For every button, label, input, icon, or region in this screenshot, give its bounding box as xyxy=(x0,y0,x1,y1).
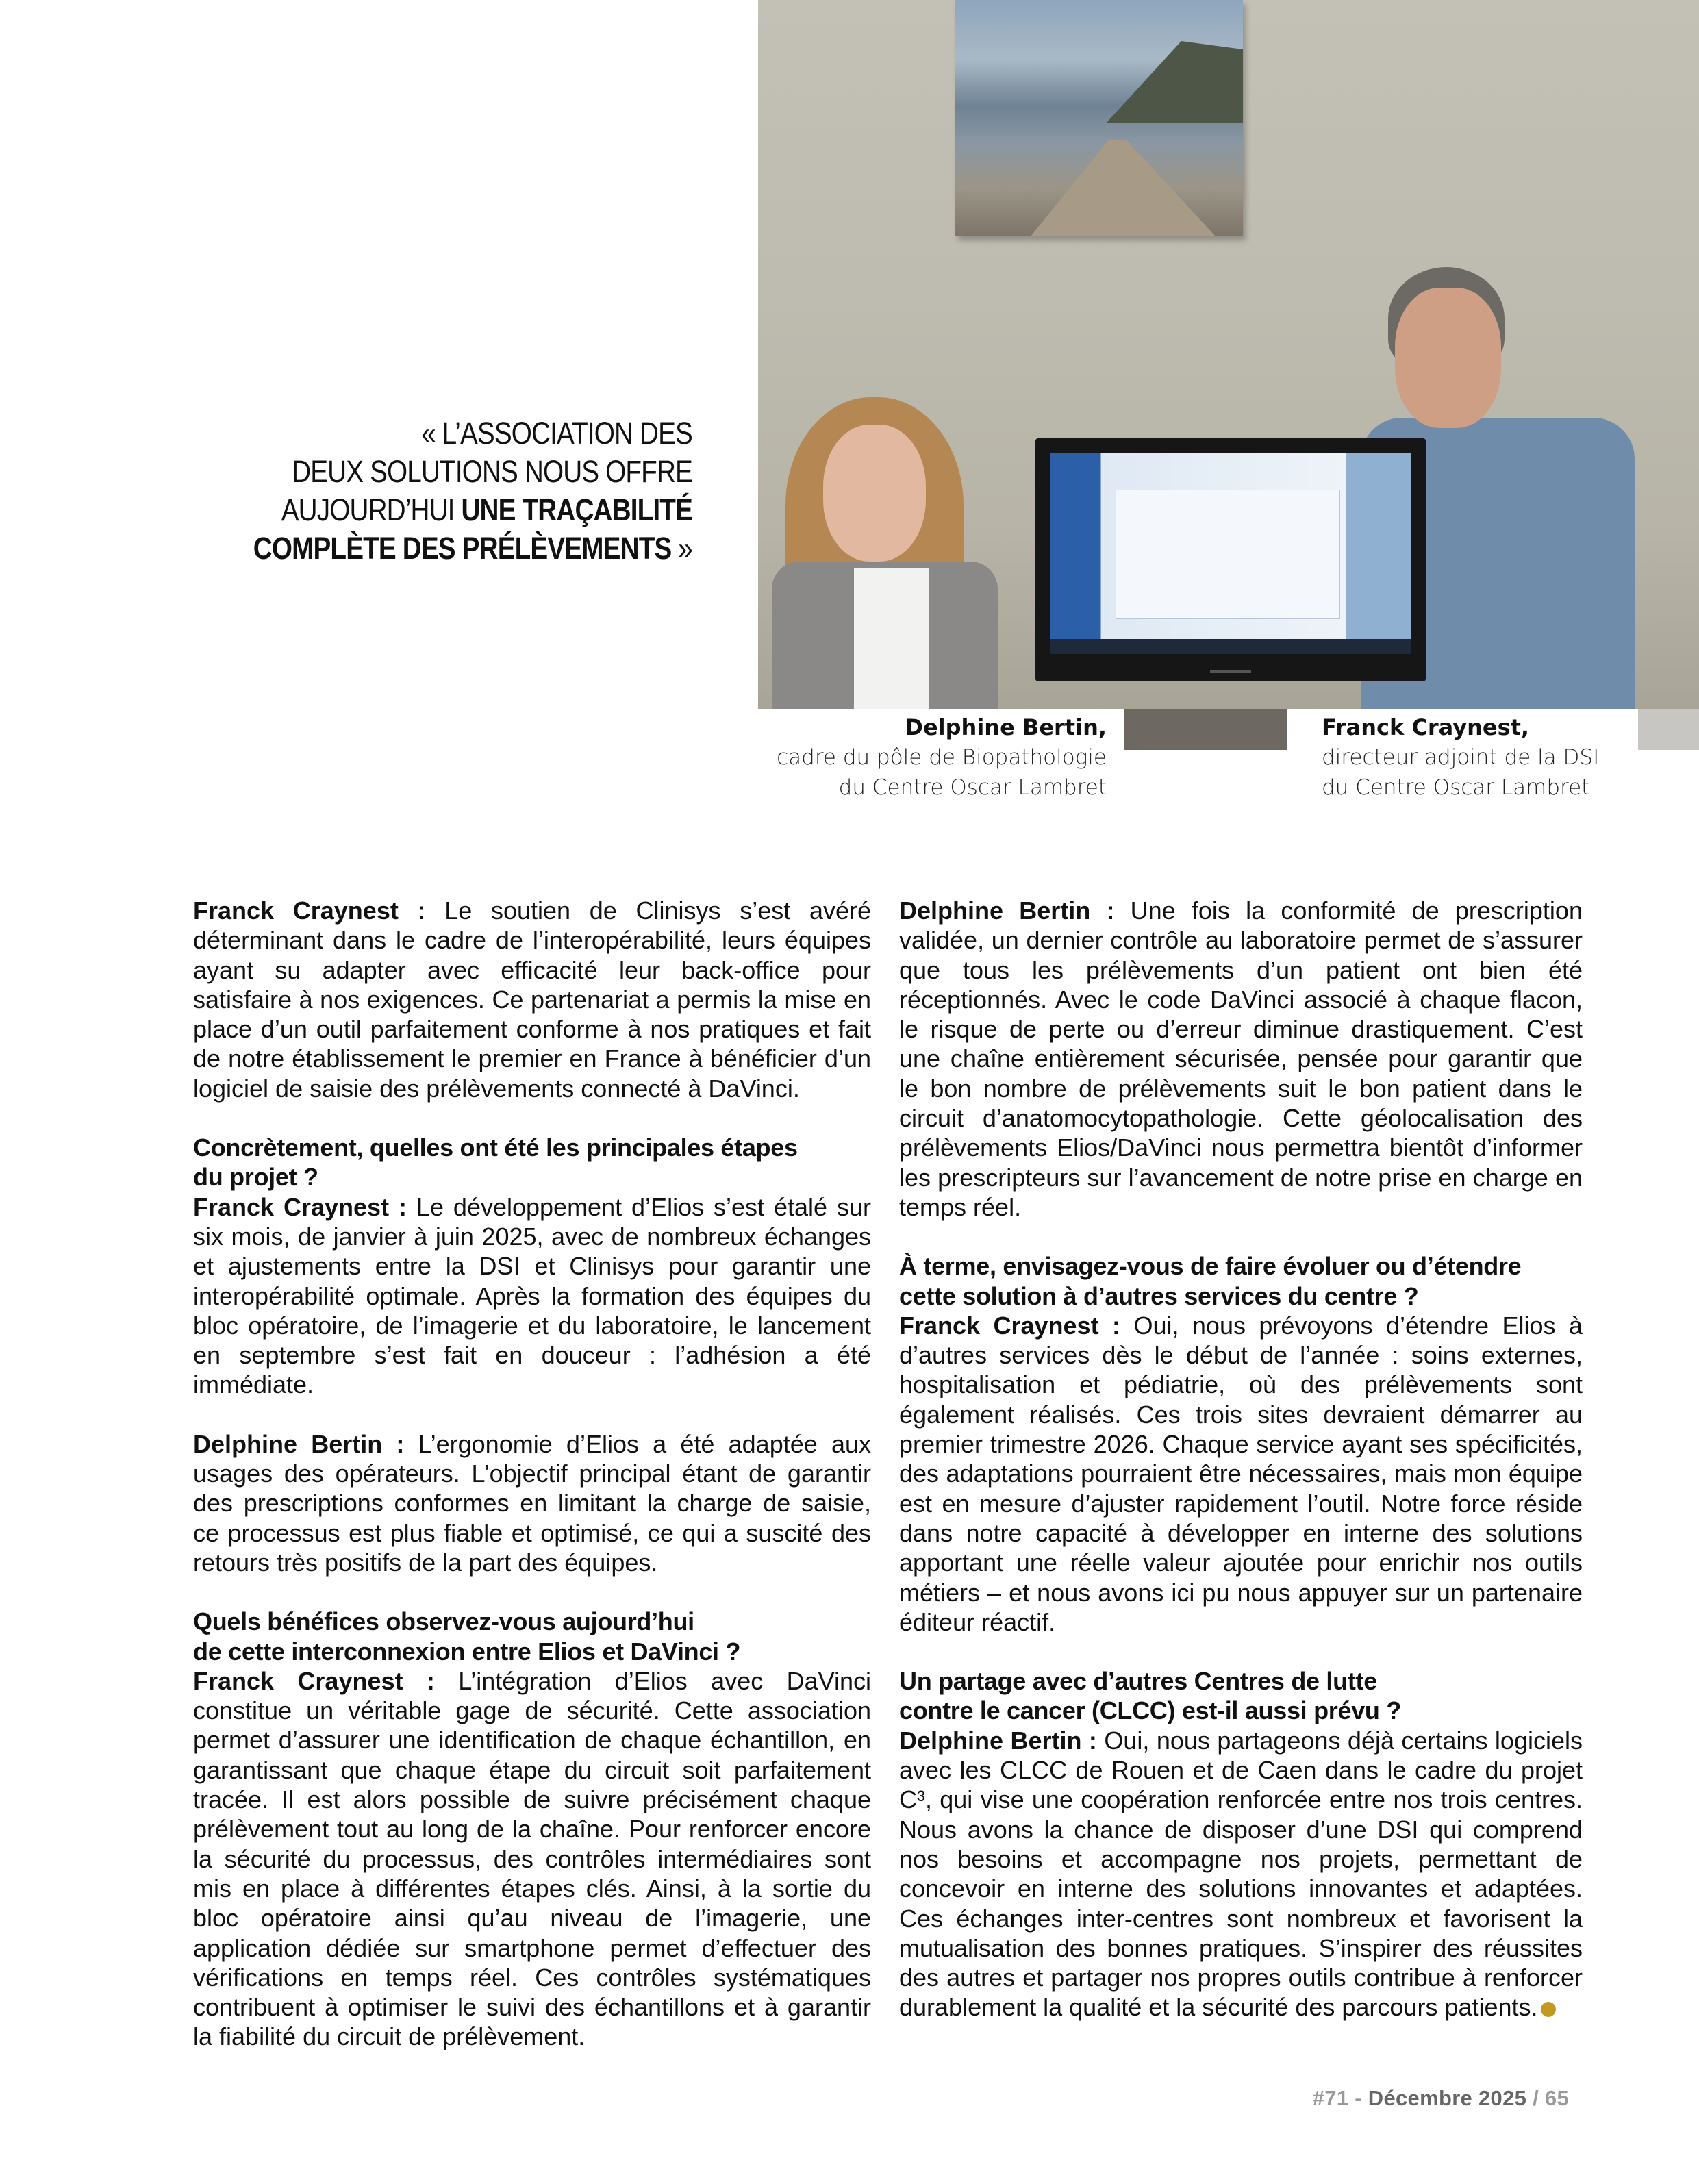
pull-quote-bold-1: UNE TRAÇABILITÉ xyxy=(461,492,692,527)
question-heading: Concrètement, quelles ont été les principales étapes du projet ? xyxy=(193,1133,798,1192)
software-dialog xyxy=(1116,490,1340,620)
lake-pier-painting xyxy=(955,0,1243,236)
caption-role: directeur adjoint de la DSI xyxy=(1322,745,1600,770)
question-heading: Quels bénéfices observez-vous aujourd’hui de cette interconnexion entre Elios et DaVinci ? xyxy=(193,1607,741,1666)
answer-paragraph xyxy=(193,1429,871,1577)
answer-text: Oui, nous prévoyons d’étendre Elios à d’autres services dès le début de l’année : soins externes, hospitalisation et pédiatrie, où des prélèvements sont également réalisés. Ces trois sites devraient démarrer au premier trimestre 2026. Chaque service ayant ses spécificités, des adaptations pourraient être nécessaires, mais mon équipe est en mesure d’ajuster rapidement l’outil. Notre force réside dans notre capacité à développer en interne des solutions apportant une réelle valeur ajoutée pour enrichir nos outils métiers – et nous avons ici pu nous appuyer sur un partenaire éditeur réactif. xyxy=(899,1311,1583,1636)
speaker-name: Delphine Bertin : xyxy=(899,1726,1097,1755)
answer-text: L’ergonomie d’Elios a été adaptée aux usages des opérateurs. L’objectif principal étant de garantir des prescriptions conformes en limitant la charge de saisie, ce processus est plus fiable et optimisé, ce qui a suscité des retours très positifs de la part des équipes. xyxy=(193,1429,871,1577)
speaker-name: Delphine Bertin : xyxy=(193,1429,405,1458)
caption-name: Delphine Bertin, xyxy=(905,714,1107,740)
answer-paragraph xyxy=(899,896,1583,1222)
answer-text: Le soutien de Clinisys s’est avéré déterminant dans le cadre de l’interopérabilité, leurs équipes ayant su adapter avec efficacité leur back-office pour satisfaire à nos exigences. Ce partenariat a permis la mise en place d’un outil parfaitement conforme à nos pratiques et fait de notre établissement le premier en France à bénéficier d’un logiciel de saisie des prélèvements connecté à DaVinci. xyxy=(193,896,871,1103)
end-of-article-dot-icon xyxy=(1541,2002,1556,2017)
answer-paragraph xyxy=(193,1192,871,1400)
issue-number: #71 xyxy=(1312,2086,1349,2110)
man-face xyxy=(1395,288,1501,428)
caption-organization: du Centre Oscar Lambret xyxy=(838,775,1107,800)
page-footer xyxy=(1313,2086,1569,2111)
speaker-name: Franck Craynest : xyxy=(899,1311,1120,1340)
footer-separator: - xyxy=(1348,2086,1368,2110)
caption-organization: du Centre Oscar Lambret xyxy=(1322,775,1590,800)
interview-photo xyxy=(758,0,1699,709)
pull-quote-close: » xyxy=(671,531,692,566)
article-column-right xyxy=(899,896,1583,2022)
pull-quote-bold-2: COMPLÈTE DES PRÉLÈVEMENTS xyxy=(253,531,672,566)
answer-paragraph xyxy=(899,1311,1583,1637)
answer-text: Une fois la conformité de prescription validée, un dernier contrôle au laboratoire permet de s’assurer que tous les prélèvements d’un patient ont bien été réceptionnés. Avec le code DaVinci associé à chaque flacon, le risque de perte ou d’erreur diminue drastiquement. C’est une chaîne entièrement sécurisée, pensée pour garantir que le bon nombre de prélèvements suit le bon patient dans le circuit d’anatomocytopathologie. Cette géolocalisation des prélèvements Elios/DaVinci nous permettra bientôt d’informer les prescripteurs sur l’avancement de notre prise en charge en temps réel. xyxy=(899,896,1583,1221)
speaker-name: Franck Craynest : xyxy=(193,1192,407,1221)
question-heading: Un partage avec d’autres Centres de lutte contre le cancer (CLCC) est-il aussi prévu ? xyxy=(899,1667,1402,1725)
article-column-left xyxy=(193,896,871,2052)
answer-paragraph xyxy=(193,1666,871,2052)
pull-quote-line-2: DEUX SOLUTIONS NOUS OFFRE xyxy=(292,454,692,489)
pull-quote-line-3: AUJOURD’HUI xyxy=(281,492,462,527)
answer-text: Le développement d’Elios s’est étalé sur six mois, de janvier à juin 2025, avec de nombreux échanges et ajustements entre la DSI et Clinisys pour garantir une interopérabilité optimale. Après la formation des équipes du bloc opératoire, de l’imagerie et du laboratoire, le lancement en septembre s’est fait en douceur : l’adhésion a été immédiate. xyxy=(193,1192,871,1399)
answer-text: Oui, nous partageons déjà certains logiciels avec les CLCC de Rouen et de Caen dans le cadre du projet C³, qui vise une coopération renforcée entre nos trois centres. Nous avons la chance de disposer d’une DSI qui comprend nos besoins et accompagne nos projets, permettant de concevoir en interne des solutions innovantes et adaptées. Ces échanges inter-centres sont nombreux et favorisent la mutualisation des bonnes pratiques. S’inspirer des réussites des autres et partager nos propres outils contribue à renforcer durablement la qualité et la sécurité des parcours patients. xyxy=(899,1726,1583,2022)
answer-paragraph xyxy=(899,1726,1583,2022)
speaker-name: Franck Craynest : xyxy=(193,896,426,925)
pull-quote-line-1: « L’ASSOCIATION DES xyxy=(421,416,692,451)
pull-quote xyxy=(162,414,692,568)
issue-date: Décembre 2025 xyxy=(1368,2086,1527,2110)
speaker-name: Franck Craynest : xyxy=(193,1666,435,1695)
question-heading: À terme, envisagez-vous de faire évoluer ou d’étendre cette solution à d’autres services du centre ? xyxy=(899,1252,1522,1310)
taskbar xyxy=(1050,639,1411,654)
caption-name: Franck Craynest, xyxy=(1322,714,1530,740)
monitor xyxy=(1035,438,1426,681)
speaker-name: Delphine Bertin : xyxy=(899,896,1115,925)
caption-delphine-bertin xyxy=(723,712,1107,803)
answer-text: L’intégration d’Elios avec DaVinci constitue un véritable gage de sécurité. Cette association permet d’assurer une identification de chaque échantillon, en garantissant que chaque étape du circuit soit parfaitement tracée. Il est alors possible de suivre précisément chaque prélèvement tout au long de la chaîne. Pour renforcer encore la sécurité du processus, des contrôles intermédiaires sont mis en place à différentes étapes clés. Ainsi, à la sortie du bloc opératoire ainsi qu’au niveau de l’imagerie, une application dédiée sur smartphone permet d’effectuer des vérifications en temps réel. Ces contrôles systématiques contribuent à optimiser le suivi des échantillons et à garantir la fiabilité du circuit de prélèvement. xyxy=(193,1666,871,2051)
answer-paragraph xyxy=(193,896,871,1103)
mountain-shape xyxy=(1106,41,1243,123)
photo-monitor-stand-strip xyxy=(1124,709,1287,750)
woman-shirt xyxy=(854,568,929,709)
page-number: / 65 xyxy=(1526,2086,1569,2110)
elios-software-screen xyxy=(1050,453,1411,654)
monitor-brand-logo xyxy=(1210,670,1251,673)
pier-shape xyxy=(1031,140,1216,236)
caption-role: cadre du pôle de Biopathologie xyxy=(777,745,1107,770)
caption-franck-craynest xyxy=(1322,712,1664,803)
woman-face xyxy=(823,425,926,562)
